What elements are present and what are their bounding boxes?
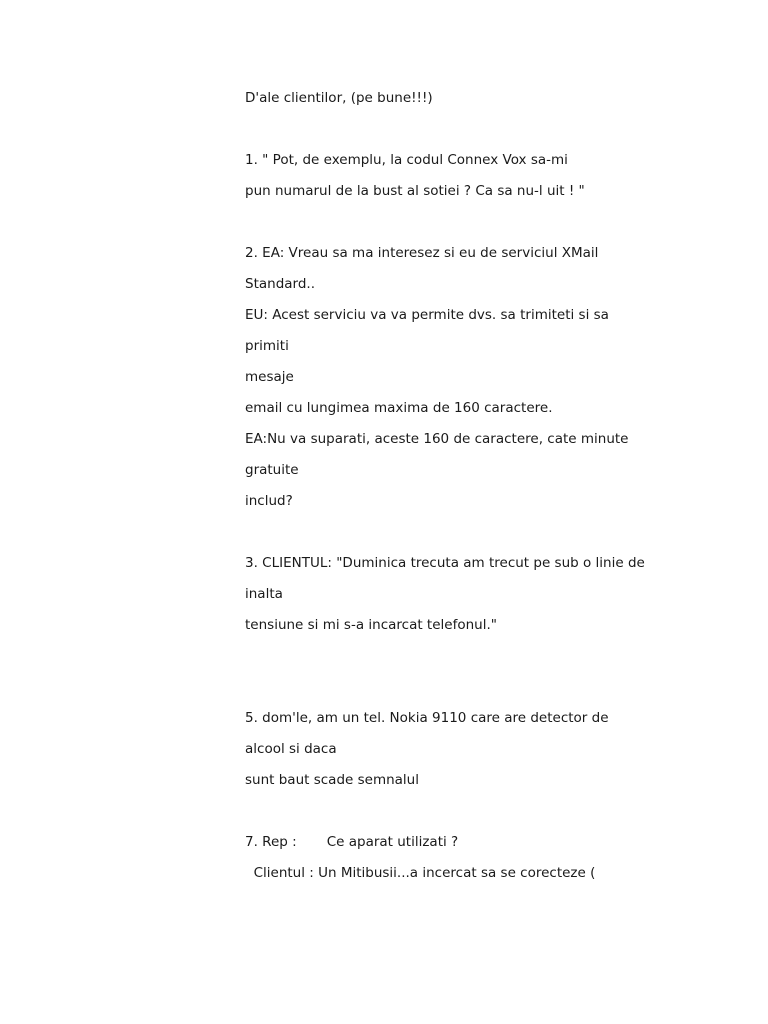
text-line: 3. CLIENTUL: "Duminica trecuta am trecut pe sub o linie de [245,555,645,571]
text-line: EA:Nu va suparati, aceste 160 de caractere, cate minute [245,431,629,447]
text-line: EU: Acest serviciu va va permite dvs. sa trimiteti si sa [245,307,609,323]
text-line: Clientul : Un Mitibusii...a incercat sa se corecteze ( [245,865,596,881]
text-line: sunt baut scade semnalul [245,772,419,788]
text-line: primiti [245,338,289,354]
text-line: 7. Rep : Ce aparat utilizati ? [245,834,459,850]
text-line: email cu lungimea maxima de 160 caractere. [245,400,553,416]
text-line: gratuite [245,462,299,478]
text-line: Standard.. [245,276,315,292]
text-line: tensiune si mi s-a incarcat telefonul." [245,617,497,633]
text-line: 1. " Pot, de exemplu, la codul Connex Vox sa-mi [245,152,568,168]
text-line: mesaje [245,369,294,385]
document-title: D'ale clientilor, (pe bune!!!) [245,90,433,106]
text-line: alcool si daca [245,741,337,757]
text-line: pun numarul de la bust al sotiei ? Ca sa nu-l uit ! " [245,183,585,199]
text-line: inalta [245,586,283,602]
text-line: 5. dom'le, am un tel. Nokia 9110 care are detector de [245,710,609,726]
text-line: includ? [245,493,293,509]
text-line: 2. EA: Vreau sa ma interesez si eu de serviciul XMail [245,245,599,261]
